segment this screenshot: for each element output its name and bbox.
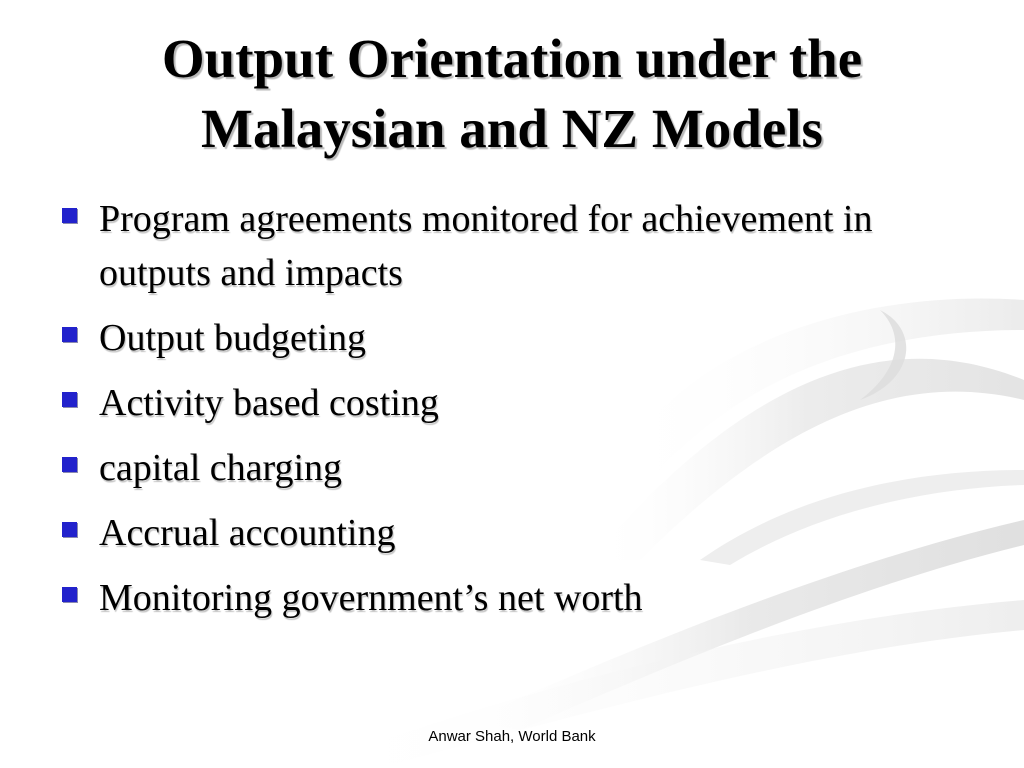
bullet-item (62, 311, 982, 365)
bullet-text: capital charging (99, 447, 343, 489)
square-bullet-icon (62, 327, 77, 342)
square-bullet-icon (62, 522, 77, 537)
title-line-1: Output Orientation under the (161, 28, 863, 89)
square-bullet-icon (62, 587, 77, 602)
bullet-item (62, 506, 982, 560)
bullet-item (62, 571, 982, 625)
bullet-text: Output budgeting (99, 317, 367, 359)
bullet-item (62, 441, 982, 495)
bullet-list (62, 192, 982, 636)
bullet-text: Activity based costing (99, 382, 439, 424)
bullet-text: Program agreements monitored for achievement in outputs and impacts (99, 198, 873, 294)
square-bullet-icon (62, 457, 77, 472)
square-bullet-icon (62, 208, 77, 223)
bullet-item (62, 376, 982, 430)
square-bullet-icon (62, 392, 77, 407)
bullet-item (62, 192, 982, 300)
bullet-text: Accrual accounting (99, 512, 396, 554)
slide-footer: Anwar Shah, World Bank (428, 728, 596, 745)
slide-title (40, 24, 984, 164)
title-line-2: Malaysian and NZ Models (201, 98, 823, 159)
bullet-text: Monitoring government’s net worth (99, 577, 643, 619)
